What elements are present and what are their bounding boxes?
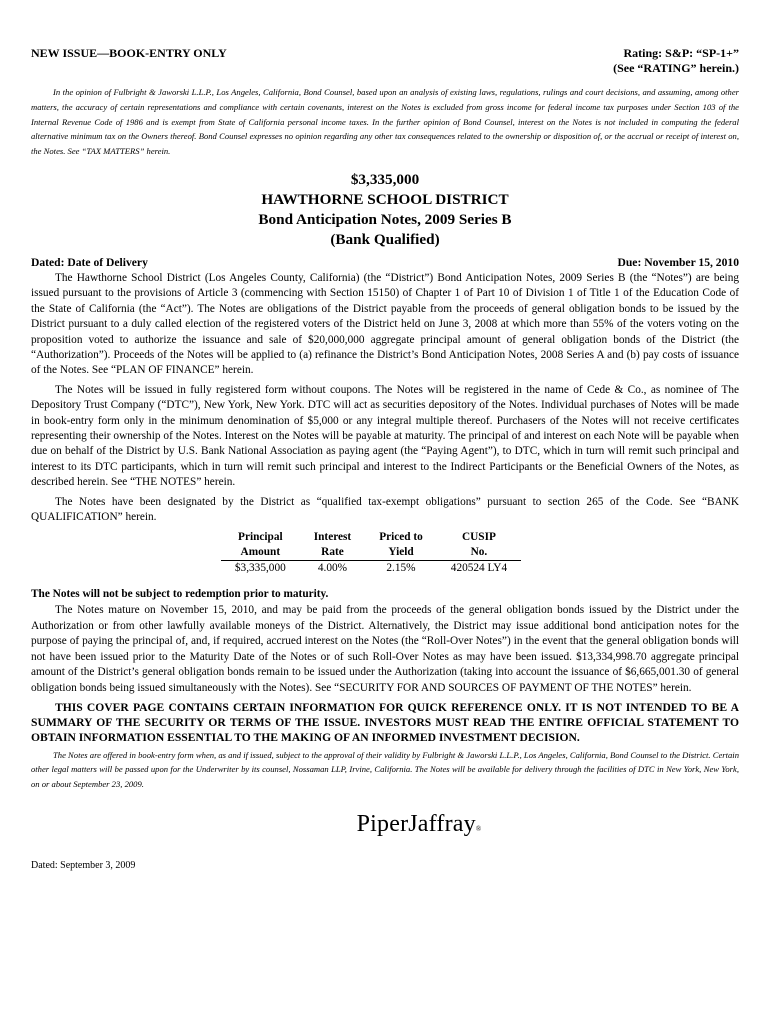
paragraph-book-entry: The Notes will be issued in fully registered form without coupons. The Notes will be registered in the name of Cede & Co., as nominee of The Depository Trust Company (“DTC”), New York, New York. DTC will act as securities depository of the Notes. Individual purchases of Notes will be made in book-entry form only in the minimum denomination of $5,000 or any integral multiple thereof. Purchasers of the Notes will not receive certificates representing their ownership of the Notes. Interest on the Notes will be payable at maturity. The principal of and interest on each Note will be payable when due on behalf of the District by U.S. Bank National Association as paying agent (the “Paying Agent”), to DTC, which in turn will remit such principal and interest to its DTC participants, which in turn will remit such principal and interest to the Indirect Participants or the Beneficial Owners of the Notes, as described herein. See “THE NOTES” herein.	[31, 383, 739, 489]
issue-amount: $3,335,000	[350, 170, 420, 188]
yield-cell: 2.15%	[365, 561, 437, 577]
paragraph-description: The Hawthorne School District (Los Angeles County, California) (the “District”) Bond Anticipation Notes, 2009 Series B (the “Notes”) are being issued pursuant to the provisions of Article 3 (commencing with Section 15150) of Chapter 1 of Part 10 of Division 1 of Title 1 of the Education Code of the State of California (the “Act”). The Notes are obligations of the District payable from the proceeds of general obligation bonds to be issued by the District pursuant to a duly called election of the registered voters of the District held on June 3, 2008 at which more than 55% of the voters voting on the proposition voted to authorize the issuance and sale of $20,000,000 aggregate principal amount of general obligation bonds of the District (the “Authorization”). Proceeds of the Notes will be applied to (a) refinance the District’s Bond Anticipation Notes, 2008 Series A and (b) pay costs of issuance of the Notes. See “PLAN OF FINANCE” herein.	[31, 271, 739, 377]
paragraph-bank-qualification: The Notes have been designated by the District as “qualified tax-exempt obligations” pursuant to section 265 of the Code. See “BANK QUALIFICATION” herein.	[31, 495, 739, 524]
rating-block	[613, 46, 739, 76]
offering-statement: The Notes are offered in book-entry form when, as and if issued, subject to the approval of their validity by Fulbright & Jaworski L.L.P., Los Angeles, California, Bond Counsel to the District. Certain other legal matters will be passed upon for the Underwriter by its counsel, Nossaman LLP, Irvine, California. The Notes will be available for delivery through the facilities of DTC in New York, New York, on or about September 23, 2009.	[31, 749, 739, 790]
dates-row	[31, 255, 739, 270]
header-interest-rate: Interest Rate	[313, 531, 352, 559]
header-cusip: CUSIP No.	[461, 531, 496, 559]
due-date: Due: November 15, 2010	[617, 255, 739, 269]
bond-counsel-opinion: In the opinion of Fulbright & Jaworski L.L.P., Los Angeles, California, Bond Counsel, based upon an analysis of existing laws, regulations, rulings and court decisions, and assuming, among other matters, the accuracy of certain representations and compliance with certain covenants, interest on the Notes is excluded from gross income for federal income tax purposes under Section 103 of the Internal Revenue Code of 1986 and is exempt from State of California personal income taxes. In the further opinion of Bond Counsel, interest on the Notes is not included in computing the federal alternative minimum tax on the Owners thereof. Bond Counsel expresses no opinion regarding any other tax consequences related to the ownership or disposition of, or the accrual or receipt of interest on, the Notes. See “TAX MATTERS” herein.	[31, 87, 739, 157]
header-priced-to-yield: Priced to Yield	[379, 531, 423, 559]
interest-rate-cell: 4.00%	[300, 561, 365, 577]
header-principal-amount: Principal Amount	[238, 531, 283, 559]
cusip-cell: 420524 LY4	[437, 561, 521, 577]
issue-type: NEW ISSUE—BOOK-ENTRY ONLY	[31, 46, 227, 60]
logo-text: PiperJaffray	[356, 810, 476, 837]
redemption-statement: The Notes will not be subject to redemption prior to maturity.	[31, 588, 329, 601]
bank-qualified: (Bank Qualified)	[330, 230, 440, 248]
document-page	[31, 46, 739, 871]
cover-header	[31, 46, 739, 76]
registered-mark: ®	[475, 824, 482, 833]
maturity-table	[221, 530, 521, 576]
rating-line: Rating: S&P: “SP-1+”	[623, 46, 739, 60]
cover-page-notice: THIS COVER PAGE CONTAINS CERTAIN INFORMATION FOR QUICK REFERENCE ONLY. IT IS NOT INTENDED TO BE A SUMMARY OF THE SECURITY OR TERMS OF THE ISSUE. INVESTORS MUST READ THE ENTIRE OFFICIAL STATEMENT TO OBTAIN INFORMATION ESSENTIAL TO THE MAKING OF AN INFORMED INVESTMENT DECISION.	[31, 700, 739, 745]
paragraph-maturity: The Notes mature on November 15, 2010, and may be paid from the proceeds of the general obligation bonds issued by the District under the Authorization or from other lawfully available moneys of the District. Alternatively, the District may issue additional bond anticipation notes for the purpose of paying the principal of, and, if required, accrued interest on the Notes (the “Roll-Over Notes”) in the event that the general obligation bonds will not have been issued prior to the Maturity Date of the Notes or of such Roll-Over Notes as may have been issued. $13,334,998.70 aggregate principal amount of the District’s general obligation bonds remain to be issued under the Authorization (taking into account the issuance of $6,665,001.30 of general obligation bonds being issued simultaneously with the Notes). See “SECURITY FOR AND SOURCES OF PAYMENT OF THE NOTES” herein.	[31, 604, 739, 694]
principal-amount-cell: $3,335,000	[221, 561, 300, 577]
document-date: Dated: September 3, 2009	[31, 859, 136, 871]
rating-reference: (See “RATING” herein.)	[613, 61, 739, 75]
issue-series: Bond Anticipation Notes, 2009 Series B	[258, 210, 512, 228]
issuer-name: HAWTHORNE SCHOOL DISTRICT	[261, 190, 509, 208]
table-row	[221, 561, 521, 577]
underwriter-logo	[65, 811, 770, 838]
dated-date: Dated: Date of Delivery	[31, 255, 148, 269]
issue-title-block	[31, 170, 739, 250]
